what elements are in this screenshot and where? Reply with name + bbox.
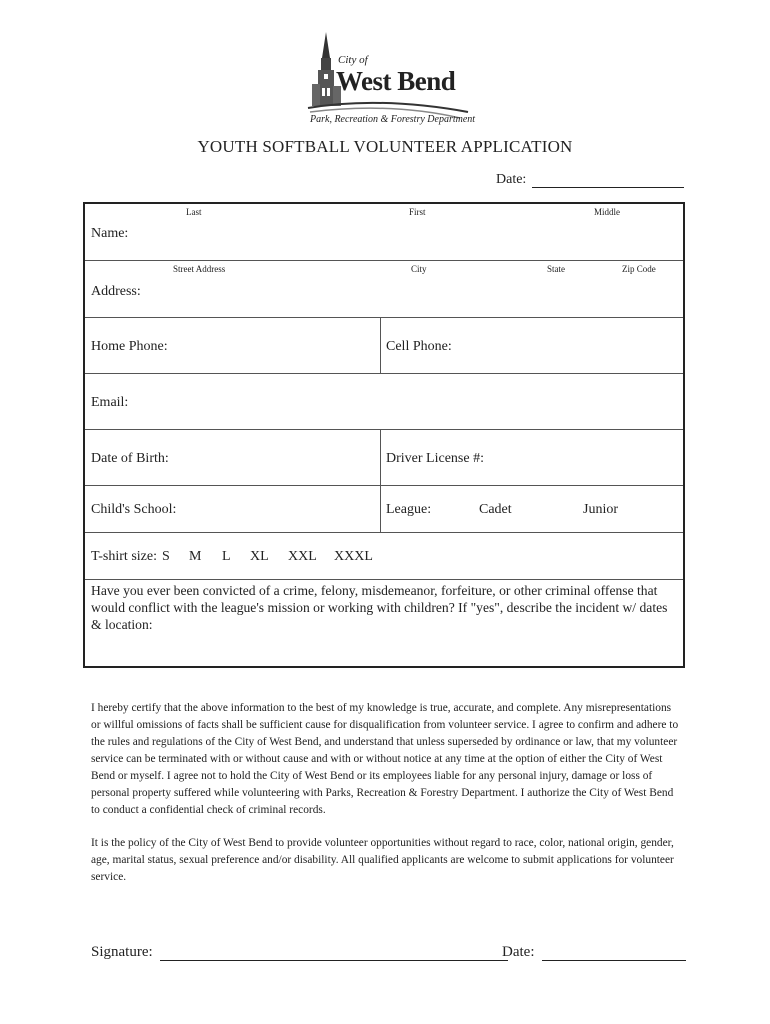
sub-zip: Zip Code [622, 264, 656, 274]
signature-line[interactable] [160, 945, 508, 961]
sub-last: Last [186, 207, 202, 217]
policy-paragraph: It is the policy of the City of West Bend to provide volunteer opportunities without regard to race, color, national origin, gender, age, marital status, sexual preference and/or disability. All qualified applicants are welcome to submit applications for volunteer service. [91, 837, 674, 883]
email-label: Email: [91, 395, 129, 410]
signature-date-line[interactable] [542, 945, 686, 961]
address-label: Address: [91, 284, 141, 299]
date-field-top[interactable] [496, 172, 684, 188]
name-row[interactable] [85, 204, 683, 261]
application-form [83, 202, 685, 668]
phone-divider [380, 318, 381, 373]
size-xxl[interactable]: XXL [288, 549, 317, 564]
tshirt-label: T-shirt size: [91, 549, 157, 564]
league-label: League: [386, 502, 432, 517]
logo-city-name: West Bend [336, 66, 456, 96]
sub-middle: Middle [594, 207, 620, 217]
conviction-row[interactable] [85, 580, 683, 666]
dob-divider [380, 430, 381, 485]
school-divider [380, 486, 381, 532]
license-label: Driver License #: [386, 451, 484, 466]
address-row[interactable] [85, 261, 683, 318]
form-title: YOUTH SOFTBALL VOLUNTEER APPLICATION [197, 137, 573, 156]
sub-city: City [411, 264, 427, 274]
logo-department: Park, Recreation & Forestry Department [310, 114, 476, 125]
sub-street: Street Address [173, 264, 226, 274]
city-logo [300, 28, 475, 133]
size-l[interactable]: L [222, 549, 231, 564]
home-phone-label: Home Phone: [91, 339, 168, 354]
logo-city-of: City of [338, 54, 368, 66]
signature-field[interactable] [91, 944, 508, 961]
size-s[interactable]: S [162, 549, 170, 564]
phone-row[interactable] [85, 318, 683, 374]
league-option-cadet[interactable]: Cadet [479, 502, 512, 517]
dob-row[interactable] [85, 430, 683, 486]
signature-date-label: Date: [502, 944, 535, 960]
signature-label: Signature: [91, 944, 153, 960]
tshirt-row[interactable] [85, 533, 683, 580]
size-xxxl[interactable]: XXXL [334, 549, 373, 564]
dob-label: Date of Birth: [91, 451, 169, 466]
email-row[interactable] [85, 374, 683, 430]
date-line[interactable] [532, 173, 684, 188]
cell-phone-label: Cell Phone: [386, 339, 452, 354]
name-label: Name: [91, 226, 129, 241]
sub-state: State [547, 264, 565, 274]
signature-date-field[interactable] [502, 944, 686, 961]
conviction-question: Have you ever been convicted of a crime, felony, misdemeanor, forfeiture, or other criminal offense that would conflict with the league's mission or working with children? If "yes", describe the incident w/ dates & location: [91, 583, 668, 632]
school-label: Child's School: [91, 502, 177, 517]
size-xl[interactable]: XL [250, 549, 269, 564]
certification-paragraph: I hereby certify that the above information to the best of my knowledge is true, accurate, and complete. Any misrepresentations or willful omissions of facts shall be sufficient cause for disqualification from volunteer service. I agree to confirm and adhere to the rules and regulations of the City of West Bend, and understand that unless superseded by ordinance or law, that my volunteer service can be terminated with or without cause and with or without notice at any time at the option of either the City of West Bend or myself. I agree not to hold the City of West Bend or its employees liable for any personal injury, damage or loss of personal property suffered while volunteering with Parks, Recreation & Forestry Department. I authorize the City of West Bend to conduct a confidential check of criminal records. [91, 702, 679, 816]
size-m[interactable]: M [189, 549, 202, 564]
sub-first: First [409, 207, 426, 217]
date-label: Date: [496, 172, 527, 187]
school-row[interactable] [85, 486, 683, 533]
league-option-junior[interactable]: Junior [583, 502, 618, 517]
